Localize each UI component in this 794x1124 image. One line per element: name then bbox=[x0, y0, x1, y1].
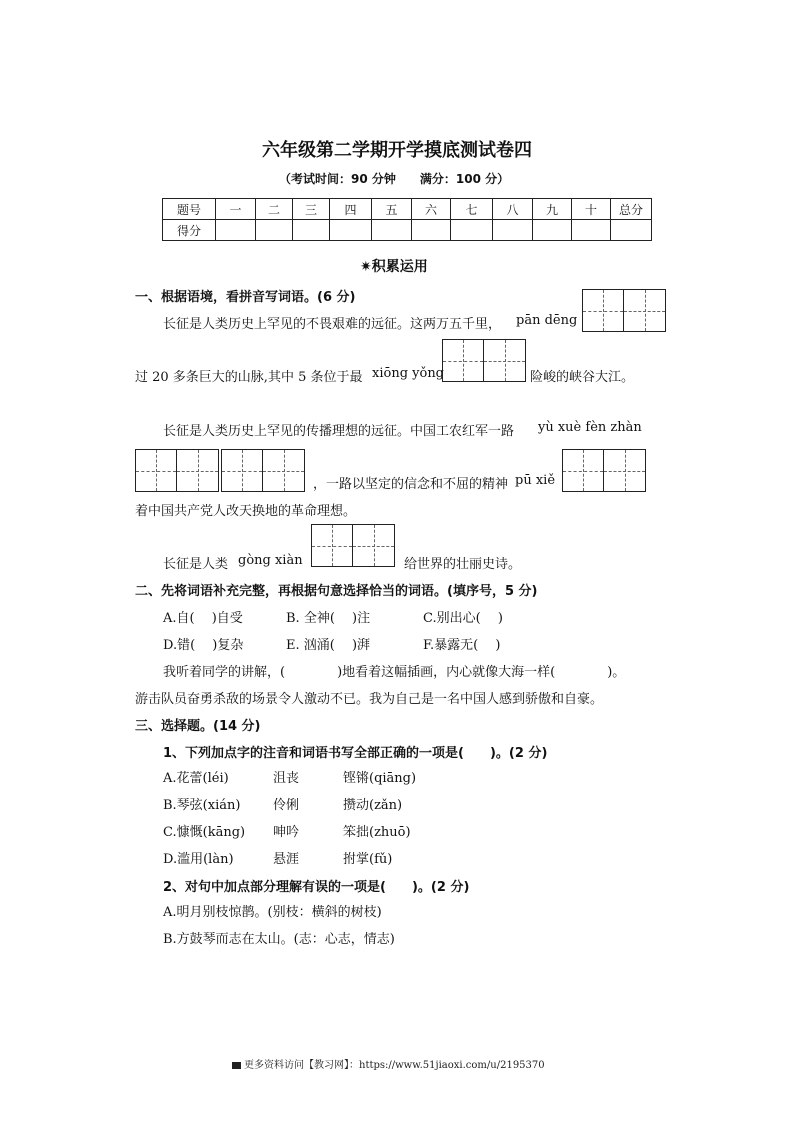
pinyin-prompt: xiōng yǒng bbox=[372, 366, 445, 381]
q1-text: 给世界的壮丽史诗。 bbox=[404, 557, 522, 572]
pinyin-prompt: gòng xiàn bbox=[238, 553, 303, 568]
q3-option: A.明月别枝惊鹊。(别枝：横斜的树枝) bbox=[163, 905, 382, 920]
score-input-cell[interactable] bbox=[372, 220, 412, 241]
question-2-heading: 二、先将词语补充完整，再根据句意选择恰当的词语。(填序号，5 分) bbox=[135, 584, 538, 599]
q2-option: B. 全神( )注 bbox=[286, 611, 371, 626]
score-header-cell: 题号 bbox=[163, 199, 216, 220]
pinyin-prompt: pū xiě bbox=[515, 473, 556, 488]
score-header-cell: 七 bbox=[451, 199, 493, 220]
writing-grid[interactable] bbox=[562, 449, 646, 492]
score-input-cell[interactable] bbox=[533, 220, 572, 241]
pinyin-prompt: pān dēng bbox=[516, 313, 578, 328]
q1-text: 过 20 多条巨大的山脉,其中 5 条位于最 bbox=[135, 370, 363, 385]
q3-option: 拊掌(fǔ) bbox=[343, 852, 393, 867]
pinyin-prompt: yù xuè fèn zhàn bbox=[538, 420, 642, 435]
q2-option: E. 汹涌( )湃 bbox=[286, 638, 371, 653]
score-header-cell: 一 bbox=[216, 199, 256, 220]
q3-sub1: 1、下列加点字的注音和词语书写全部正确的一项是( )。(2 分) bbox=[163, 746, 548, 761]
score-row-label: 得分 bbox=[163, 220, 216, 241]
q3-option: 攒动(zǎn) bbox=[343, 798, 403, 813]
q3-option: 呻吟 bbox=[273, 825, 300, 840]
exam-info: （考试时间：90 分钟 满分：100 分） bbox=[279, 172, 510, 186]
question-3-heading: 三、选择题。(14 分) bbox=[135, 719, 261, 734]
score-header-cell: 二 bbox=[256, 199, 293, 220]
score-input-cell[interactable] bbox=[451, 220, 493, 241]
q1-text: 长征是人类 bbox=[163, 557, 229, 572]
flag-icon bbox=[232, 1062, 241, 1069]
q2-sentence: 我听着同学的讲解，( )地看着这幅插画，内心就像大海一样( )。 bbox=[163, 665, 626, 680]
score-input-cell[interactable] bbox=[293, 220, 330, 241]
score-input-cell[interactable] bbox=[256, 220, 293, 241]
score-input-cell[interactable] bbox=[493, 220, 533, 241]
score-header-cell: 五 bbox=[372, 199, 412, 220]
score-input-cell[interactable] bbox=[330, 220, 372, 241]
q3-option: A.花蕾(léi) bbox=[163, 771, 229, 786]
q3-option: D.滥用(làn) bbox=[163, 852, 234, 867]
q3-option: 笨拙(zhuō) bbox=[343, 825, 411, 840]
score-input-cell[interactable] bbox=[216, 220, 256, 241]
score-input-cell[interactable] bbox=[412, 220, 451, 241]
question-1-heading: 一、根据语境，看拼音写词语。(6 分) bbox=[135, 290, 356, 305]
score-header-cell: 八 bbox=[493, 199, 533, 220]
q1-text: 着中国共产党人改天换地的革命理想。 bbox=[135, 504, 357, 519]
score-header-cell: 四 bbox=[330, 199, 372, 220]
q1-text: 险峻的峡谷大江。 bbox=[530, 370, 635, 385]
score-header-cell: 六 bbox=[412, 199, 451, 220]
score-table-score-row bbox=[163, 220, 652, 241]
q2-option: D.错( )复杂 bbox=[163, 638, 244, 653]
writing-grid[interactable] bbox=[442, 339, 526, 382]
q1-text: 长征是人类历史上罕见的传播理想的远征。中国工农红军一路 bbox=[163, 424, 515, 439]
score-header-cell: 总分 bbox=[611, 199, 652, 220]
q1-text: 长征是人类历史上罕见的不畏艰难的远征。这两万五千里， bbox=[163, 317, 502, 332]
q2-sentence: 游击队员奋勇杀敌的场景令人激动不已。我为自己是一名中国人感到骄傲和自豪。 bbox=[135, 692, 604, 707]
writing-grid[interactable] bbox=[311, 524, 395, 567]
footer-text: 更多资料访问【教习网】：https://www.51jiaoxi.com/u/2195370 bbox=[244, 1060, 545, 1071]
q3-option: B.琴弦(xián) bbox=[163, 798, 241, 813]
footer-link[interactable] bbox=[232, 1056, 545, 1071]
q2-option: F.暴露无( ) bbox=[423, 638, 501, 653]
writing-grid[interactable] bbox=[135, 449, 219, 492]
q2-option: C.别出心( ) bbox=[423, 611, 503, 626]
score-table bbox=[162, 198, 652, 241]
writing-grid[interactable] bbox=[221, 449, 305, 492]
score-input-cell[interactable] bbox=[572, 220, 611, 241]
score-header-cell: 九 bbox=[533, 199, 572, 220]
q2-option: A.自( )自受 bbox=[163, 611, 243, 626]
q3-option: 沮丧 bbox=[273, 771, 300, 786]
score-input-cell[interactable] bbox=[611, 220, 652, 241]
q3-option: B.方鼓琴而志在太山。(志：心志，情志) bbox=[163, 932, 395, 947]
section-heading: ✷积累运用 bbox=[360, 259, 428, 275]
score-header-cell: 十 bbox=[572, 199, 611, 220]
page-title: 六年级第二学期开学摸底测试卷四 bbox=[262, 140, 532, 161]
q1-text: ，一路以坚定的信念和不屈的精神 bbox=[313, 477, 509, 492]
q3-option: 悬涯 bbox=[273, 852, 300, 867]
q3-option: 铿锵(qiāng) bbox=[343, 771, 417, 786]
q3-option: 伶俐 bbox=[273, 798, 300, 813]
q3-sub2: 2、对句中加点部分理解有误的一项是( )。(2 分) bbox=[163, 880, 470, 895]
score-header-cell: 三 bbox=[293, 199, 330, 220]
writing-grid[interactable] bbox=[582, 289, 666, 332]
score-table-header-row bbox=[163, 199, 652, 220]
q3-option: C.慷慨(kāng) bbox=[163, 825, 246, 840]
